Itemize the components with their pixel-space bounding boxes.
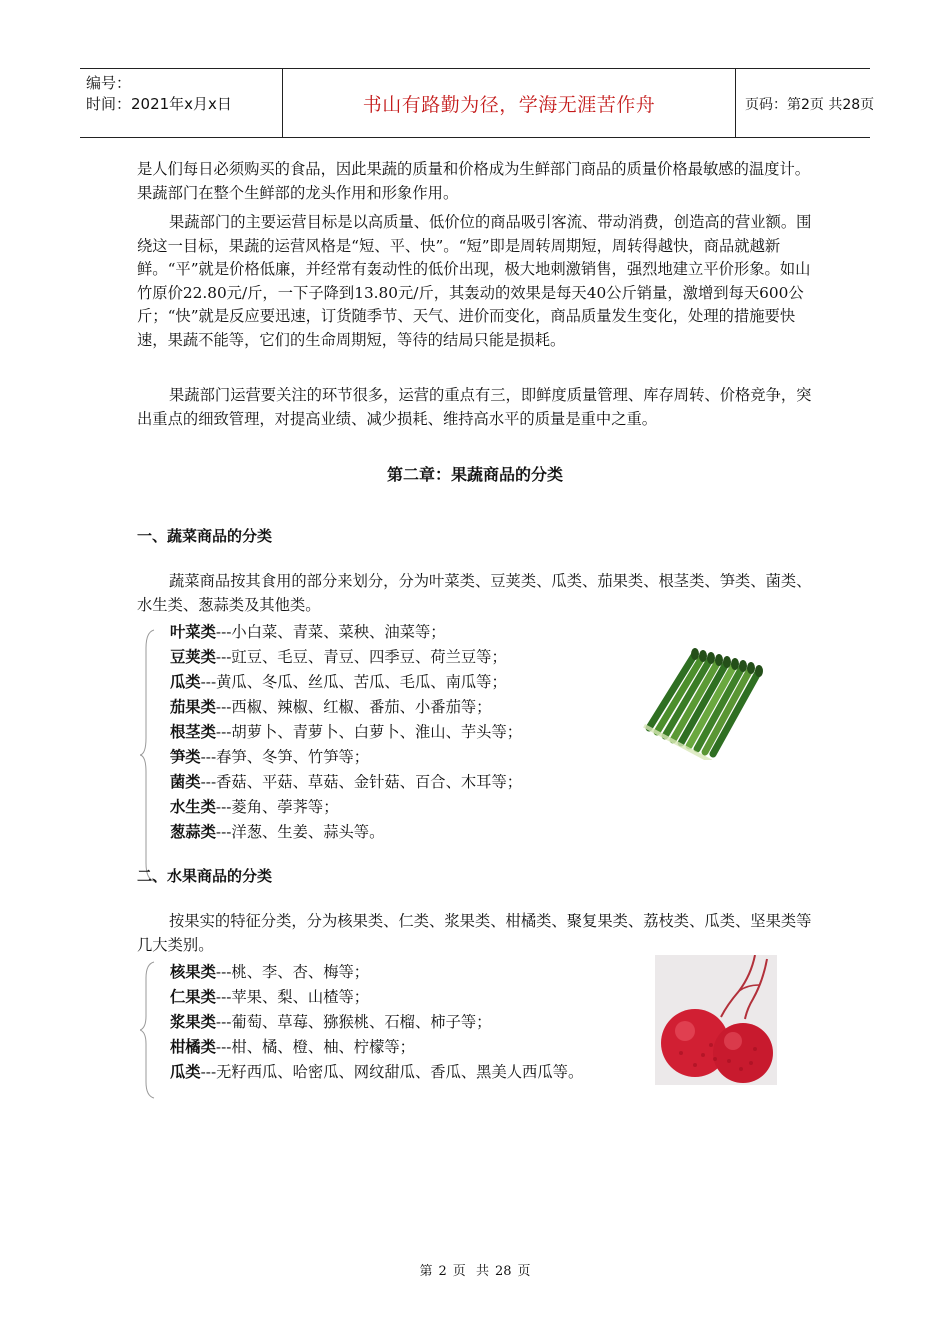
page-header	[80, 68, 875, 138]
fruit-item-desc: ---无籽西瓜、哈密瓜、网纹甜瓜、香瓜、黑美人西瓜等。	[200, 1063, 584, 1081]
veg-item-desc: ---西椒、辣椒、红椒、番茄、小番茄等；	[215, 698, 492, 716]
veg-item-desc: ---洋葱、生姜、蒜头等。	[215, 823, 385, 841]
fruit-item-desc: ---桃、李、杏、梅等；	[215, 963, 370, 981]
footer-total-prefix: 共	[475, 1264, 489, 1279]
veg-item-desc: ---香菇、平菇、草菇、金针菇、百合、木耳等；	[200, 773, 523, 791]
veg-brace	[140, 628, 156, 883]
veg-item-name: 笋类	[170, 748, 201, 766]
fruit-item-desc: ---柑、橘、橙、柚、柠檬等；	[215, 1038, 415, 1056]
fruit-item	[170, 985, 369, 1007]
veg-item-name: 葱蒜类	[170, 823, 216, 841]
number-label: 编号：	[86, 74, 132, 92]
header-motto-cell	[282, 69, 736, 137]
header-right-cell	[735, 69, 875, 137]
veg-intro-text: 蔬菜商品按其食用的部分来划分，分为叶菜类、豆荚类、瓜类、茄果类、根茎类、笋类、菌类、水生类、葱蒜类及其他类。	[137, 572, 812, 614]
veg-item-desc: ---黄瓜、冬瓜、丝瓜、苦瓜、毛瓜、南瓜等；	[200, 673, 507, 691]
fruit-item-name: 柑橘类	[170, 1038, 216, 1056]
fruit-intro	[137, 910, 817, 957]
motto: 书山有路勤为径，学海无涯苦作舟	[362, 94, 656, 116]
footer-prefix: 第	[419, 1264, 433, 1279]
veg-item-name: 菌类	[170, 773, 201, 791]
veg-item-name: 豆荚类	[170, 648, 216, 666]
veg-item-name: 根茎类	[170, 723, 216, 741]
paragraph-1-text: 是人们每日必须购买的食品，因此果蔬的质量和价格成为生鲜部门商品的质量价格最敏感的温度计。果蔬部门在整个生鲜部的龙头作用和形象作用。	[137, 160, 811, 202]
chapter-title: 第二章：果蔬商品的分类	[386, 465, 563, 484]
lychee-photo	[655, 955, 777, 1085]
fruit-item-desc: ---葡萄、草莓、猕猴桃、石榴、柿子等；	[215, 1013, 492, 1031]
veg-item	[170, 620, 446, 642]
veg-item	[170, 695, 491, 717]
veg-item-desc: ---豇豆、毛豆、青豆、四季豆、荷兰豆等；	[215, 648, 507, 666]
paragraph-2-text: 果蔬部门的主要运营目标是以高质量、低价位的商品吸引客流、带动消费，创造高的营业额。围绕这一目标，果蔬的运营风格是“短、平、快”。“短”即是周转周期短，周转得越快，商品就越新鲜。“平”就是价格低廉，并经常有轰动性的低价出现，极大地刺激销售，强烈地建立平价形象。如山竹原价22.80元/斤，一下子降到13.80元/斤，其轰动的效果是每天40公斤销量，激增到每天600公斤；“快”就是反应要迅速，订货随季节、天气、进价而变化，商品质量发生变化，处理的措施要快速，果蔬不能等，它们的生命周期短，等待的结局只能是损耗。	[137, 213, 812, 349]
paragraph-3	[137, 384, 817, 431]
veg-item-name: 水生类	[170, 798, 216, 816]
fruit-item-name: 瓜类	[170, 1063, 201, 1081]
veg-item	[170, 795, 339, 817]
fruit-item-name: 仁果类	[170, 988, 216, 1006]
footer-total-number: 28	[494, 1264, 512, 1279]
fruit-item-desc: ---苹果、梨、山楂等；	[215, 988, 370, 1006]
paragraph-3-text: 果蔬部门运营要关注的环节很多，运营的重点有三，即鲜度质量管理、库存周转、价格竞争，突出重点的细致管理，对提高业绩、减少损耗、维持高水平的质量是重中之重。	[137, 386, 812, 428]
veg-item	[170, 820, 384, 842]
veg-heading: 一、蔬菜商品的分类	[137, 527, 273, 545]
veg-item	[170, 720, 522, 742]
veg-item-name: 瓜类	[170, 673, 201, 691]
asparagus-photo	[641, 644, 766, 760]
veg-item	[170, 670, 507, 692]
fruit-item-name: 核果类	[170, 963, 216, 981]
fruit-item	[170, 1010, 491, 1032]
paragraph-2	[137, 211, 817, 352]
veg-item-name: 叶菜类	[170, 623, 216, 641]
fruit-item	[170, 1060, 583, 1082]
fruit-item	[170, 1035, 415, 1057]
footer-total-unit: 页	[517, 1264, 531, 1279]
veg-item-desc: ---春笋、冬笋、竹笋等；	[200, 748, 370, 766]
fruit-heading: 二、水果商品的分类	[137, 867, 273, 885]
footer-page-unit: 页	[452, 1264, 466, 1279]
veg-item-name: 茄果类	[170, 698, 216, 716]
page-info: 页码：第2页 共28页	[745, 97, 875, 113]
page-footer	[0, 1260, 950, 1279]
veg-intro	[137, 570, 817, 617]
footer-page-number: 2	[438, 1264, 447, 1279]
veg-item-desc: ---菱角、荸荠等；	[215, 798, 339, 816]
veg-item	[170, 770, 522, 792]
fruit-item-name: 浆果类	[170, 1013, 216, 1031]
paragraph-1	[137, 158, 817, 205]
date-line: 时间：2021年x月x日	[86, 95, 232, 113]
header-left-cell	[80, 69, 282, 137]
fruit-intro-text: 按果实的特征分类，分为核果类、仁类、浆果类、柑橘类、聚复果类、荔枝类、瓜类、坚果类等几大类别。	[137, 912, 812, 954]
veg-item-desc: ---小白菜、青菜、菜秧、油菜等；	[215, 623, 446, 641]
veg-item	[170, 745, 369, 767]
veg-item	[170, 645, 507, 667]
veg-item-desc: ---胡萝卜、青萝卜、白萝卜、淮山、芋头等；	[215, 723, 523, 741]
fruit-brace	[140, 960, 156, 1100]
fruit-item	[170, 960, 369, 982]
